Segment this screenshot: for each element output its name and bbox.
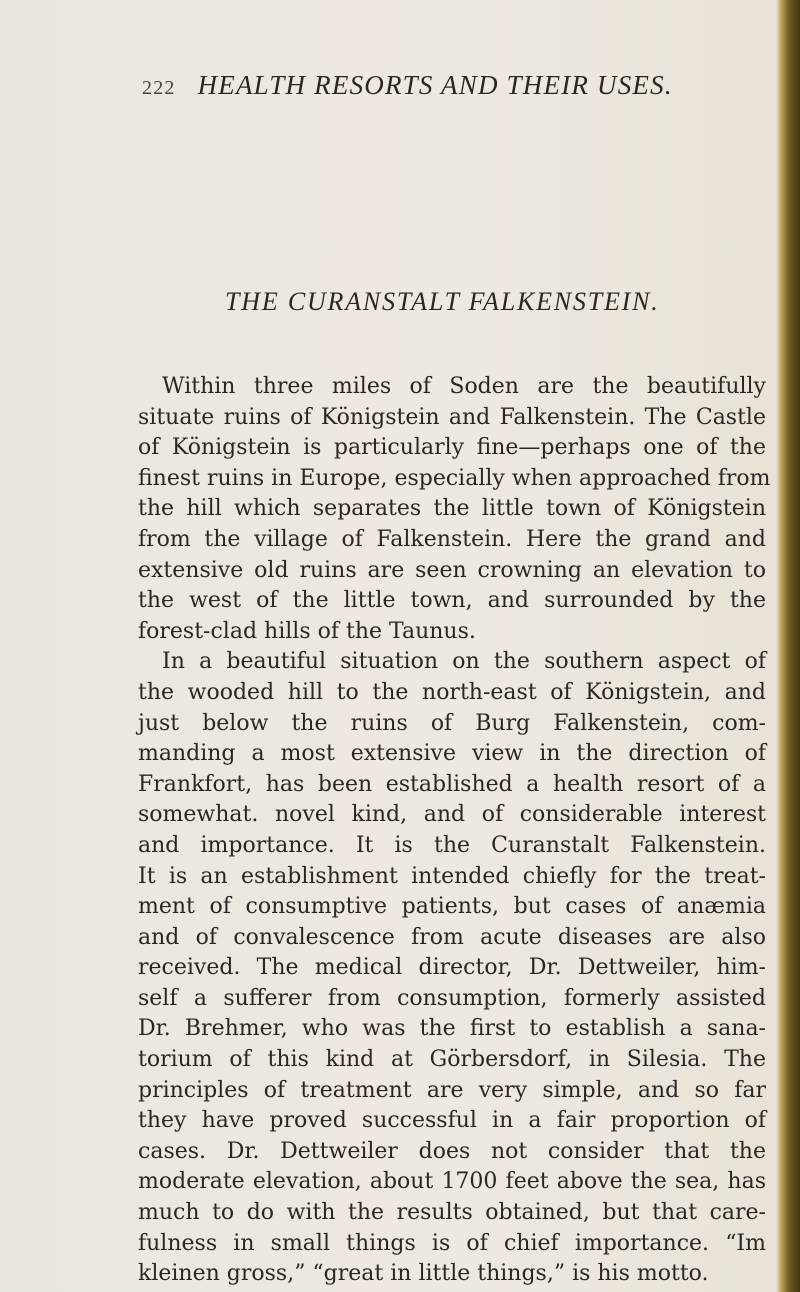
text-line: just below the ruins of Burg Falkenstein, com-	[138, 710, 766, 736]
text-line: situate ruins of Königstein and Falkenstein. The Castle	[138, 404, 766, 430]
text-line: moderate elevation, about 1700 feet above the sea, has	[138, 1169, 766, 1195]
text-line: In a beautiful situation on the southern aspect of	[162, 649, 766, 675]
text-line: ment of consumptive patients, but cases of anæmia	[138, 894, 766, 920]
text-line: forest-clad hills of the Taunus.	[138, 618, 476, 644]
text-line: and importance. It is the Curanstalt Falkenstein.	[138, 832, 766, 858]
text-line: and of convalescence from acute diseases are also	[138, 924, 766, 950]
text-line: the hill which separates the little town of Königstein	[138, 496, 766, 522]
text-line: manding a most extensive view in the direction of	[138, 741, 766, 767]
text-line: from the village of Falkenstein. Here the grand and	[138, 526, 766, 552]
text-line: somewhat. novel kind, and of considerable interest	[138, 802, 766, 828]
text-line: of Königstein is particularly fine—perhaps one of the	[138, 435, 766, 461]
running-title: HEALTH RESORTS AND THEIR USES.	[197, 70, 673, 100]
text-line: received. The medical director, Dr. Dettweiler, him-	[138, 955, 766, 981]
text-line: Within three miles of Soden are the beautifully	[162, 374, 766, 399]
running-header	[142, 70, 742, 101]
page-edge-shadow	[776, 0, 800, 1292]
text-line: cases. Dr. Dettweiler does not consider that the	[138, 1138, 766, 1164]
text-line: kleinen gross,” “great in little things,” is his motto.	[138, 1261, 709, 1287]
text-line: Frankfort, has been established a health resort of a	[138, 771, 766, 797]
text-line: self a sufferer from consumption, formerly assisted	[138, 985, 766, 1011]
page-number: 222	[142, 77, 176, 99]
text-line: fulness in small things is of chief importance. “Im	[138, 1230, 766, 1256]
section-title: THE CURANSTALT FALKENSTEIN.	[225, 287, 660, 316]
text-line: much to do with the results obtained, but that care-	[138, 1200, 766, 1226]
text-line: the west of the little town, and surrounded by the	[138, 588, 766, 614]
text-line: principles of treatment are very simple, and so far	[138, 1077, 766, 1103]
text-line: torium of this kind at Görbersdorf, in Silesia. The	[138, 1047, 766, 1073]
text-line: they have proved successful in a fair proportion of	[138, 1108, 766, 1134]
text-line: finest ruins in Europe, especially when approached from	[138, 465, 771, 491]
body-text	[138, 372, 771, 1290]
text-line: Dr. Brehmer, who was the first to establish a sana-	[138, 1016, 766, 1042]
text-line: extensive old ruins are seen crowning an elevation to	[138, 557, 766, 583]
text-line: the wooded hill to the north-east of Königstein, and	[138, 679, 766, 705]
text-line: It is an establishment intended chiefly for the treat-	[138, 863, 766, 889]
